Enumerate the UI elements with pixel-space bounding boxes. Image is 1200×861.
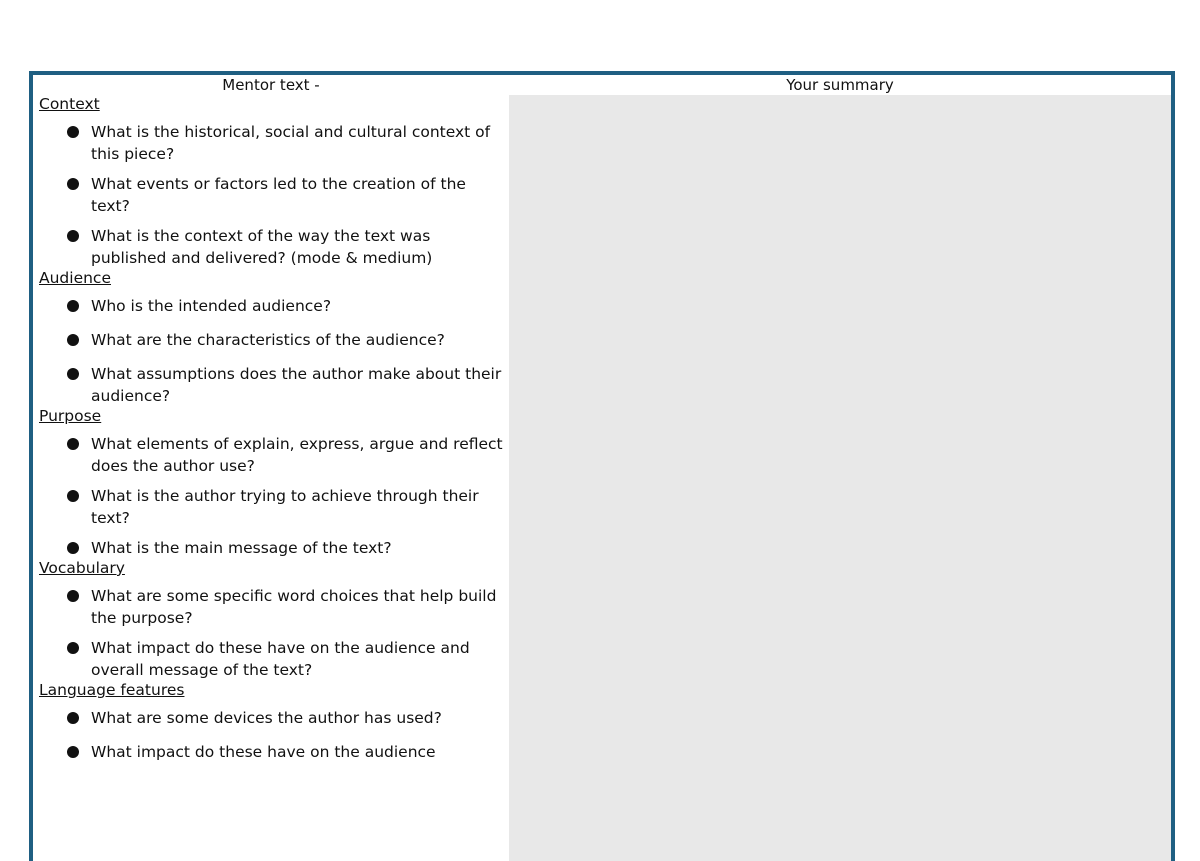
question-text: What elements of explain, express, argue and reflect does the author use? [91,435,503,475]
section-vocabulary [33,559,509,681]
summary-header: Your summary [786,76,894,94]
question-item [33,637,509,681]
question-text: What are the characteristics of the audience? [91,331,445,349]
section-heading-language-features: Language features [39,681,185,699]
bullet-icon [67,300,79,312]
section-heading-vocabulary: Vocabulary [39,559,125,577]
question-item [33,173,509,217]
question-text: What are some devices the author has used? [91,709,442,727]
worksheet-table [29,71,1175,861]
question-item [33,225,509,269]
question-text: What assumptions does the author make about their audience? [91,365,502,405]
bullet-icon [67,590,79,602]
question-item [33,741,509,763]
question-text: What impact do these have on the audience [91,743,436,761]
summary-input-area[interactable] [509,95,1171,861]
question-item [33,121,509,165]
bullet-icon [67,542,79,554]
question-item [33,363,509,407]
bullet-icon [67,178,79,190]
question-text: What impact do these have on the audience and overall message of the text? [91,639,470,679]
section-purpose [33,407,509,559]
question-text: What is the main message of the text? [91,539,392,557]
bullet-icon [67,368,79,380]
question-text: What are some specific word choices that help build the purpose? [91,587,497,627]
bullet-icon [67,230,79,242]
bullet-icon [67,334,79,346]
summary-column [509,75,1171,861]
question-item [33,433,509,477]
section-language-features [33,681,509,763]
question-item [33,585,509,629]
bullet-icon [67,126,79,138]
section-heading-purpose: Purpose [39,407,102,425]
question-item [33,537,509,559]
mentor-text-column [33,75,509,861]
section-audience [33,269,509,407]
question-text: Who is the intended audience? [91,297,332,315]
bullet-icon [67,438,79,450]
question-text: What is the author trying to achieve through their text? [91,487,479,527]
section-heading-audience: Audience [39,269,111,287]
question-text: What is the context of the way the text was published and delivered? (mode & medium) [91,227,433,267]
mentor-text-header: Mentor text - [222,76,320,94]
question-item [33,707,509,729]
question-text: What events or factors led to the creation of the text? [91,175,466,215]
bullet-icon [67,642,79,654]
section-context [33,95,509,269]
bullet-icon [67,490,79,502]
question-item [33,329,509,351]
bullet-icon [67,746,79,758]
question-text: What is the historical, social and cultural context of this piece? [91,123,491,163]
question-item [33,485,509,529]
question-item [33,295,509,317]
section-heading-context: Context [39,95,100,113]
bullet-icon [67,712,79,724]
